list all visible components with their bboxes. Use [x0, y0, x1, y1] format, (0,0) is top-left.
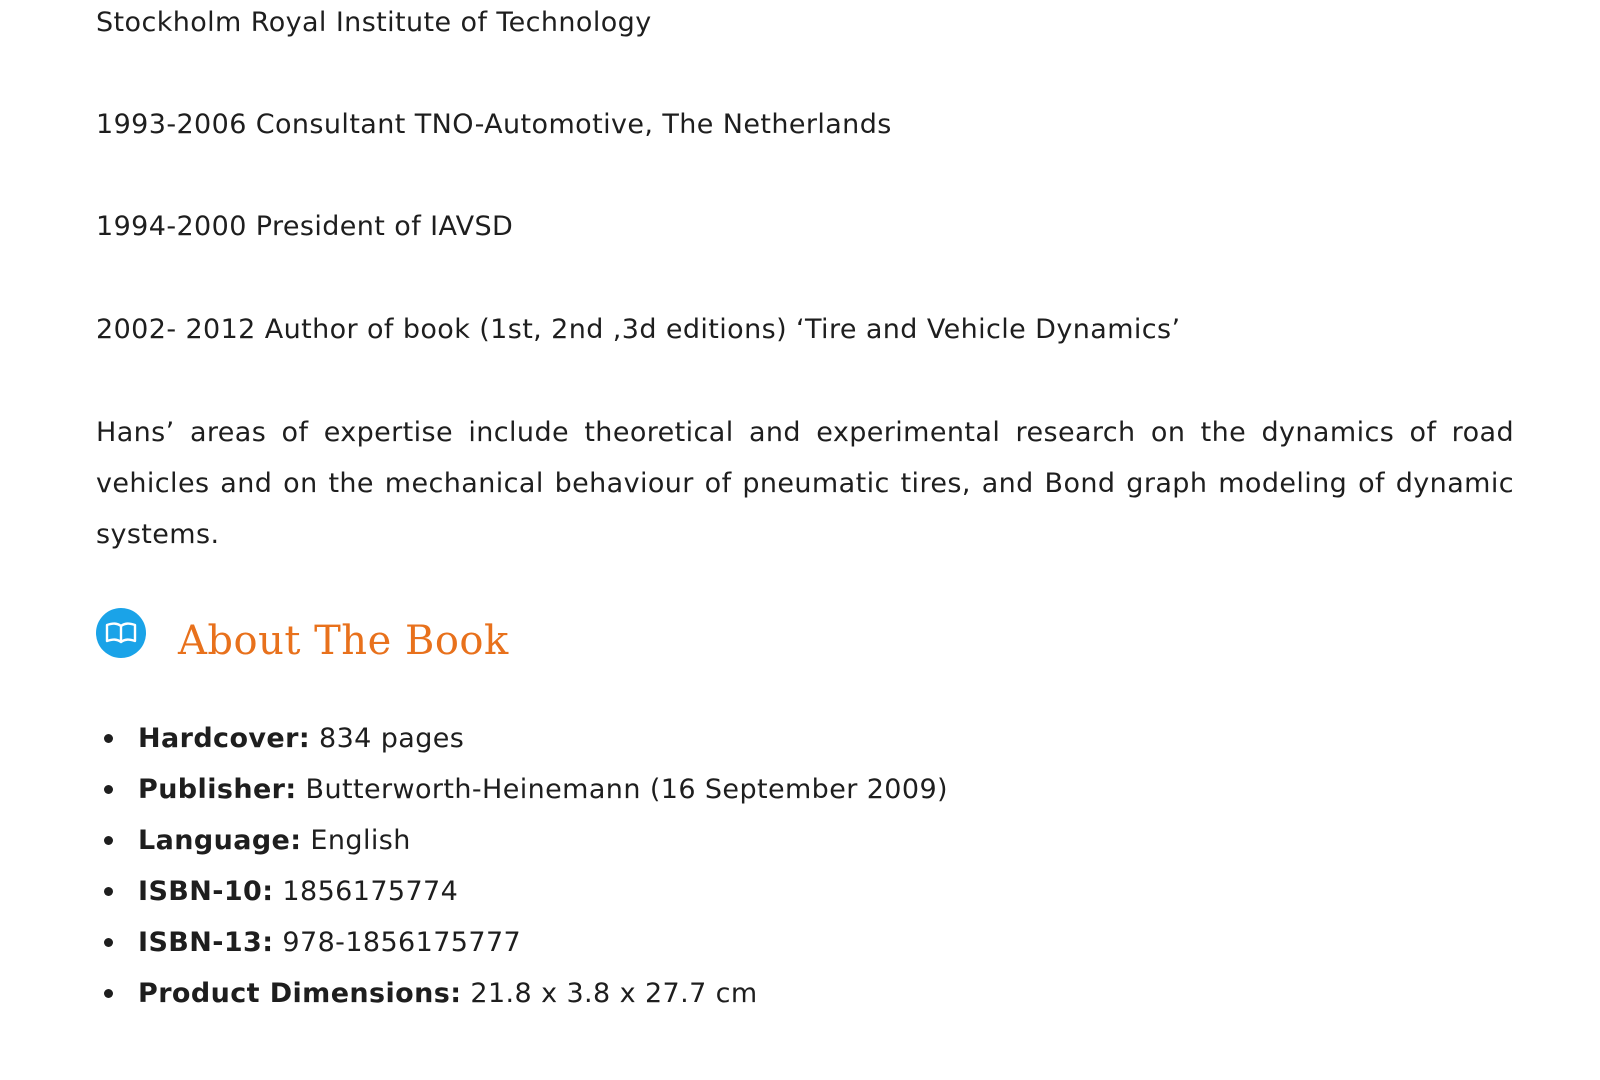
detail-value: 834 pages	[310, 723, 465, 754]
list-item	[96, 815, 948, 866]
bio-line-author: 2002- 2012 Author of book (1st, 2nd ,3d editions) ‘Tire and Vehicle Dynamics’	[96, 314, 1181, 345]
detail-label: Language:	[138, 825, 302, 856]
bio-line-institute: Stockholm Royal Institute of Technology	[96, 7, 652, 38]
bullet-icon	[104, 989, 113, 998]
detail-label: ISBN-13:	[138, 927, 274, 958]
bullet-icon	[104, 887, 113, 896]
bullet-icon	[104, 785, 113, 794]
detail-value: 978-1856175777	[273, 927, 522, 958]
detail-value: English	[301, 825, 411, 856]
bio-line-consultant: 1993-2006 Consultant TNO-Automotive, The Netherlands	[96, 109, 892, 140]
detail-value: 1856175774	[273, 876, 459, 907]
detail-label: Publisher:	[138, 774, 297, 805]
section-title: About The Book	[178, 618, 509, 664]
list-item	[96, 713, 948, 764]
list-item	[96, 968, 948, 1019]
list-item	[96, 866, 948, 917]
detail-value: 21.8 x 3.8 x 27.7 cm	[461, 978, 758, 1009]
bullet-icon	[104, 938, 113, 947]
about-book-heading	[96, 608, 509, 664]
detail-label: Hardcover:	[138, 723, 311, 754]
list-item	[96, 917, 948, 968]
expertise-paragraph: Hans’ areas of expertise include theoretical and experimental research on the dynamics of road vehicles and on the mechanical behaviour of pneumatic tires, and Bond graph modeling of dynamic systems.	[96, 417, 1514, 550]
detail-value: Butterworth-Heinemann (16 September 2009)	[296, 774, 948, 805]
bullet-icon	[104, 836, 113, 845]
open-book-icon	[96, 608, 146, 658]
list-item	[96, 764, 948, 815]
book-details-list	[96, 713, 948, 1019]
detail-label: Product Dimensions:	[138, 978, 462, 1009]
bullet-icon	[104, 734, 113, 743]
detail-label: ISBN-10:	[138, 876, 274, 907]
bio-line-president: 1994-2000 President of IAVSD	[96, 211, 514, 242]
